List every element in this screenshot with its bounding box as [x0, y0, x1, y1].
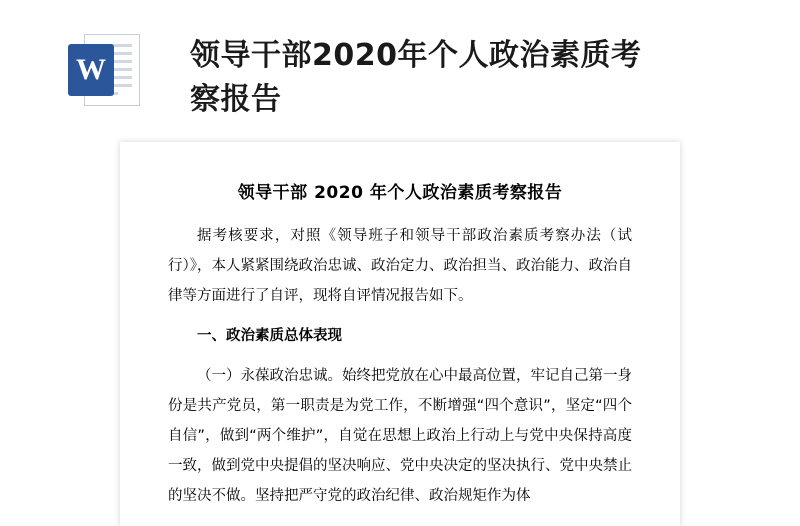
page-title: [190, 34, 660, 122]
document-paragraph: 据考核要求，对照《领导班子和领导干部政治素质考察办法（试行）》，本人紧紧围绕政治忠诚、政治定力、政治担当、政治能力、政治自律等方面进行了自评，现将自评情况报告如下。: [168, 228, 632, 304]
paragraph-spacer: [168, 353, 632, 361]
page-title-text: 领导干部2020年个人政治素质考察报告: [190, 38, 642, 117]
word-badge-letter: W: [68, 44, 114, 96]
paragraph-spacer: [168, 313, 632, 321]
preview-header: [0, 0, 800, 142]
document-body: [120, 142, 680, 511]
document-section-heading: 一、政治素质总体表现: [197, 328, 342, 344]
document-sheet: [120, 142, 680, 526]
document-paragraph: （一）永葆政治忠诚。始终把党放在心中最高位置，牢记自己第一身份是共产党员，第一职责是为党工作，不断增强“四个意识”，坚定“四个自信”，做到“两个维护”，自觉在思想上政治上行动上与党中央保持高度一致，做到党中央提倡的坚决响应、党中央决定的坚决执行、党中央禁止的坚决不做。坚持把严守党的政治纪律、政治规矩作为体: [168, 368, 632, 504]
word-document-icon: [68, 34, 140, 106]
document-heading: 领导干部 2020 年个人政治素质考察报告: [237, 183, 563, 203]
